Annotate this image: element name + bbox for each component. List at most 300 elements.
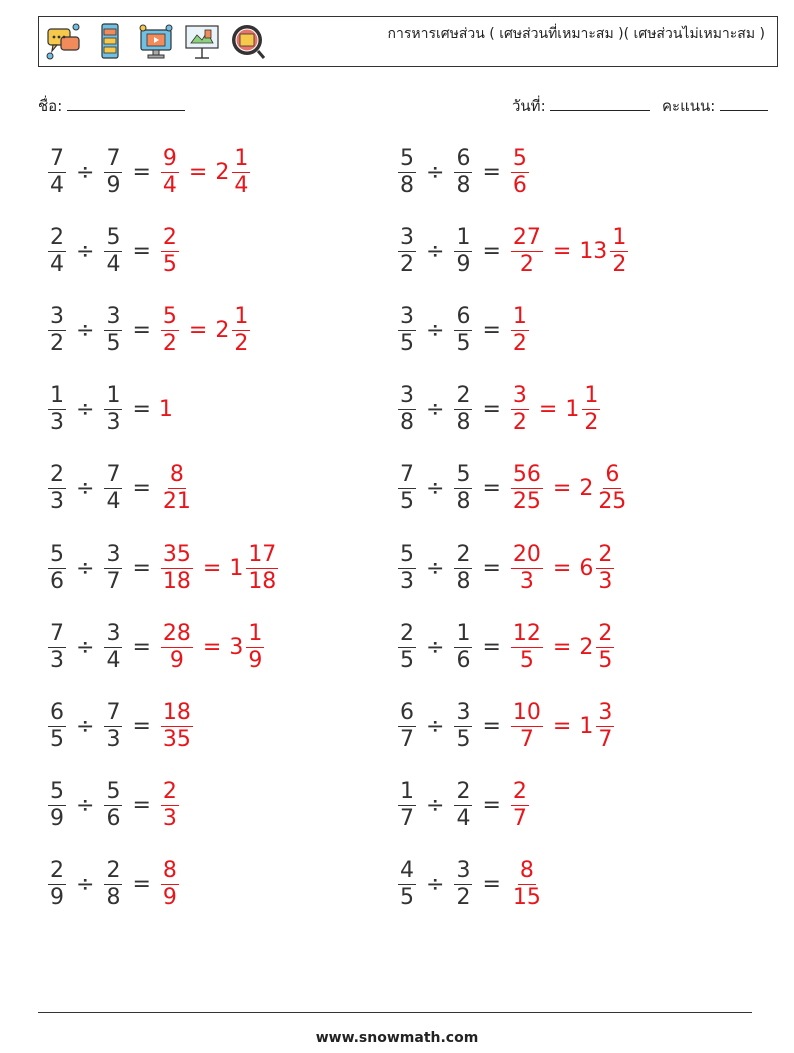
mixed-fraction [232,146,250,199]
problem-item [46,298,252,362]
mixed-fraction-denominator: 18 [248,568,277,594]
dividend-fraction-denominator: 4 [50,251,64,277]
answer [509,383,602,436]
divisor-fraction [104,700,122,753]
equals-sign: = [132,476,151,502]
answer-equals-sign: = [202,555,222,581]
divisor-fraction [454,146,472,199]
answer-fraction-denominator: 35 [162,726,191,752]
dividend-fraction-denominator: 5 [400,885,414,911]
chat-bubbles-icon [45,21,83,61]
divide-sign: ÷ [76,872,95,898]
answer [159,858,181,911]
answer-equals-sign: = [552,713,572,739]
answer-fraction [161,225,179,278]
dividend-fraction-numerator: 1 [50,383,64,409]
mixed-whole-number: 2 [579,634,594,660]
problem-item [46,378,173,442]
answer-fraction [161,621,193,674]
mixed-fraction-numerator: 6 [605,462,620,488]
dividend-fraction-numerator: 5 [400,145,414,171]
answer-fraction-numerator: 1 [512,303,527,329]
divisor-fraction-denominator: 5 [456,330,471,356]
mixed-fraction-numerator: 17 [248,541,277,567]
answer-fraction [511,779,529,832]
dividend-fraction [398,779,416,832]
divide-sign: ÷ [76,793,95,819]
divisor-fraction-denominator: 6 [456,647,471,673]
answer-fraction-numerator: 56 [512,462,541,488]
divisor-fraction-numerator: 2 [106,858,121,884]
dividend-fraction-numerator: 2 [50,462,64,488]
dividend-fraction-denominator: 2 [50,330,64,356]
dividend-fraction [398,700,416,753]
answer-fraction [161,462,193,515]
equals-sign: = [482,476,501,502]
divisor-fraction-numerator: 2 [456,779,471,805]
divisor-fraction-numerator: 2 [456,541,471,567]
answer [159,779,181,832]
answer [509,779,531,832]
divisor-fraction-denominator: 6 [106,806,121,832]
mixed-whole-number: 6 [579,555,594,581]
mixed-fraction [610,225,628,278]
problem-item [396,457,630,521]
worksheet-header [38,16,778,67]
problem-item [46,694,195,758]
answer-equals-sign: = [552,238,572,264]
answer [159,700,195,753]
dividend-fraction-numerator: 2 [400,620,414,646]
dividend-fraction-numerator: 3 [400,224,414,250]
equals-sign: = [482,159,501,185]
answer-fraction-numerator: 2 [162,224,177,250]
divisor-fraction [104,383,122,436]
divisor-fraction-numerator: 6 [456,303,471,329]
problem-item [396,219,630,283]
divide-sign: ÷ [76,555,95,581]
dividend-fraction [48,146,66,199]
dividend-fraction [398,621,416,674]
mixed-fraction-denominator: 9 [248,647,263,673]
equals-sign: = [482,317,501,343]
answer-fraction-numerator: 5 [512,145,527,171]
answer-fraction-denominator: 2 [512,330,527,356]
date-field [512,94,650,118]
dividend-fraction-denominator: 8 [400,410,414,436]
dividend-fraction [48,542,66,595]
mixed-fraction [596,700,614,753]
dividend-fraction [398,858,416,911]
divisor-fraction-numerator: 3 [106,541,121,567]
answer-fraction [511,462,543,515]
mixed-whole-number: 2 [215,159,230,185]
equals-sign: = [482,872,501,898]
answer-fraction-numerator: 20 [512,541,541,567]
divisor-fraction-denominator: 9 [456,251,471,277]
dividend-fraction-numerator: 5 [400,541,414,567]
mixed-fraction [232,304,250,357]
answer-fraction-denominator: 2 [512,410,527,436]
mixed-fraction-denominator: 4 [234,172,249,198]
score-field [662,94,768,118]
answer [159,462,195,515]
divisor-fraction-numerator: 6 [456,145,471,171]
divide-sign: ÷ [426,872,445,898]
divisor-fraction [454,304,472,357]
mixed-fraction-numerator: 1 [584,383,599,409]
mixed-fraction-denominator: 2 [584,410,599,436]
name-field [38,94,185,118]
divisor-fraction [104,621,122,674]
answer [159,621,266,674]
divisor-fraction [104,462,122,515]
answer-fraction-numerator: 2 [512,779,527,805]
dividend-fraction-denominator: 5 [400,647,414,673]
divide-sign: ÷ [76,317,95,343]
answer-fraction-denominator: 2 [519,251,534,277]
divisor-fraction-numerator: 5 [456,462,471,488]
answer-fraction-numerator: 35 [162,541,191,567]
dividend-fraction-denominator: 3 [50,489,64,515]
answer-fraction-numerator: 10 [512,699,541,725]
answer-fraction [161,304,179,357]
divisor-fraction-numerator: 3 [106,620,121,646]
mixed-fraction [596,621,614,674]
problem-item [396,694,616,758]
answer-equals-sign: = [188,317,208,343]
dividend-fraction [48,858,66,911]
divisor-fraction-numerator: 1 [456,224,471,250]
answer-equals-sign: = [538,397,558,423]
divisor-fraction [454,542,472,595]
date-label: วันที่: [512,97,546,115]
divide-sign: ÷ [76,397,95,423]
mixed-fraction [246,542,278,595]
divide-sign: ÷ [76,713,95,739]
problem-item [396,140,531,204]
divisor-fraction [104,542,122,595]
problem-item [46,615,266,679]
dividend-fraction [398,462,416,515]
answer-fraction-numerator: 9 [162,145,177,171]
answer-fraction-denominator: 25 [512,489,541,515]
answer-fraction-numerator: 5 [162,303,177,329]
divide-sign: ÷ [426,555,445,581]
divide-sign: ÷ [76,476,95,502]
divisor-fraction-denominator: 3 [106,410,121,436]
dividend-fraction [48,621,66,674]
problem-item [396,774,531,838]
divide-sign: ÷ [426,317,445,343]
divisor-fraction-numerator: 3 [456,858,471,884]
answer-fraction [161,146,179,199]
divide-sign: ÷ [76,238,95,264]
answer-equals-sign: = [202,634,222,660]
name-label: ชื่อ: [38,97,63,115]
answer [509,700,616,753]
equals-sign: = [132,872,151,898]
footer-divider [38,1012,752,1013]
dividend-fraction-numerator: 3 [400,383,414,409]
mixed-fraction-numerator: 2 [598,541,613,567]
mixed-fraction-numerator: 1 [234,145,249,171]
equals-sign: = [482,793,501,819]
presentation-board-icon [183,21,221,61]
divisor-fraction [454,779,472,832]
mixed-whole-number: 3 [229,634,244,660]
mixed-whole-number: 13 [579,238,608,264]
answer-fraction [511,146,529,199]
dividend-fraction-numerator: 1 [400,779,414,805]
worksheet-title: การหารเศษส่วน ( เศษส่วนที่เหมาะสม )( เศษส่วนไม่เหมาะสม ) [387,26,765,42]
answer-fraction [161,700,193,753]
divide-sign: ÷ [426,793,445,819]
answer-fraction [511,225,543,278]
divisor-fraction [454,858,472,911]
answer-fraction-numerator: 2 [162,779,177,805]
answer [509,462,630,515]
dividend-fraction [398,542,416,595]
divisor-fraction-numerator: 5 [106,224,121,250]
divide-sign: ÷ [426,238,445,264]
dividend-fraction-denominator: 2 [400,251,414,277]
answer-integer: 1 [158,397,173,423]
answer [509,542,616,595]
equals-sign: = [482,555,501,581]
equals-sign: = [132,793,151,819]
equals-sign: = [132,713,151,739]
divide-sign: ÷ [76,159,95,185]
mixed-whole-number: 1 [229,555,244,581]
divisor-fraction [454,700,472,753]
answer [509,146,531,199]
answer [159,397,173,422]
mixed-fraction-denominator: 5 [598,647,613,673]
dividend-fraction-numerator: 6 [400,699,414,725]
divisor-fraction-numerator: 7 [106,699,121,725]
mixed-fraction [246,621,264,674]
equals-sign: = [132,555,151,581]
answer-fraction-denominator: 3 [519,568,534,594]
name-blank-line [67,96,185,111]
dividend-fraction [398,146,416,199]
divisor-fraction [454,621,472,674]
mixed-fraction [596,542,614,595]
mixed-fraction-numerator: 3 [598,699,613,725]
divisor-fraction-denominator: 2 [456,885,471,911]
equals-sign: = [132,159,151,185]
divisor-fraction-numerator: 3 [456,699,471,725]
problem-item [46,536,280,600]
answer-fraction-denominator: 2 [162,330,177,356]
dividend-fraction-numerator: 3 [50,303,64,329]
divisor-fraction-denominator: 7 [106,568,121,594]
equals-sign: = [132,238,151,264]
footer-website: www.snowmath.com [315,1030,479,1046]
monitor-video-icon [137,21,175,61]
mixed-fraction-numerator: 1 [234,303,249,329]
mixed-whole-number: 2 [215,317,230,343]
answer [159,225,181,278]
equals-sign: = [482,713,501,739]
divisor-fraction [454,383,472,436]
divisor-fraction-numerator: 1 [456,620,471,646]
smartphone-icon [91,21,129,61]
answer-fraction-denominator: 7 [512,806,527,832]
divide-sign: ÷ [426,397,445,423]
equals-sign: = [132,317,151,343]
magnifier-badge-icon [229,21,267,61]
divisor-fraction [104,146,122,199]
problem-item [396,378,602,442]
dividend-fraction-numerator: 3 [400,303,414,329]
answer-equals-sign: = [552,634,572,660]
answer-fraction-numerator: 8 [169,462,184,488]
divisor-fraction [454,225,472,278]
problem-item [396,615,616,679]
divide-sign: ÷ [426,713,445,739]
answer-fraction-denominator: 3 [162,806,177,832]
dividend-fraction [48,225,66,278]
mixed-fraction-numerator: 2 [598,620,613,646]
mixed-fraction-denominator: 2 [612,251,627,277]
answer-fraction-denominator: 9 [162,885,177,911]
problem-item [46,774,181,838]
equals-sign: = [482,238,501,264]
problem-item [396,298,531,362]
dividend-fraction-denominator: 5 [400,330,414,356]
answer [159,146,252,199]
dividend-fraction-numerator: 7 [50,620,64,646]
problem-item [46,853,181,917]
answer-fraction-numerator: 18 [162,699,191,725]
answer-fraction-numerator: 3 [512,383,527,409]
problem-item [396,853,545,917]
score-blank-line [720,96,768,111]
answer-fraction [511,858,543,911]
equals-sign: = [132,397,151,423]
mixed-whole-number: 1 [579,713,594,739]
problem-item [46,457,195,521]
answer-fraction-numerator: 27 [512,224,541,250]
mixed-fraction-numerator: 1 [248,620,263,646]
dividend-fraction [48,462,66,515]
score-label: คะแนน: [662,97,716,115]
equals-sign: = [132,634,151,660]
divisor-fraction-numerator: 3 [106,303,121,329]
divide-sign: ÷ [426,634,445,660]
answer-fraction-denominator: 7 [519,726,534,752]
divisor-fraction-denominator: 8 [456,568,471,594]
answer-fraction-numerator: 12 [512,620,541,646]
divisor-fraction [104,304,122,357]
equals-sign: = [482,634,501,660]
equals-sign: = [482,397,501,423]
problem-item [46,219,181,283]
mixed-fraction [582,383,600,436]
mixed-fraction-denominator: 7 [598,726,613,752]
answer-fraction-denominator: 15 [512,885,541,911]
divide-sign: ÷ [76,634,95,660]
answer-fraction [511,700,543,753]
divisor-fraction-numerator: 5 [106,779,121,805]
dividend-fraction-numerator: 2 [50,224,64,250]
answer-equals-sign: = [188,159,208,185]
dividend-fraction [48,383,66,436]
divisor-fraction-numerator: 2 [456,383,471,409]
dividend-fraction-denominator: 5 [50,726,64,752]
answer-fraction-numerator: 8 [519,858,534,884]
divide-sign: ÷ [426,159,445,185]
dividend-fraction-denominator: 8 [400,172,414,198]
divisor-fraction-denominator: 5 [106,330,121,356]
mixed-fraction-denominator: 25 [598,489,627,515]
answer-fraction-numerator: 28 [162,620,191,646]
divisor-fraction [454,462,472,515]
answer-fraction-denominator: 5 [519,647,534,673]
answer [509,304,531,357]
mixed-fraction-denominator: 3 [598,568,613,594]
dividend-fraction-numerator: 4 [400,858,414,884]
answer-fraction [511,304,529,357]
divisor-fraction-denominator: 5 [456,726,471,752]
mixed-fraction-denominator: 2 [234,330,249,356]
dividend-fraction-numerator: 6 [50,699,64,725]
dividend-fraction-denominator: 4 [50,172,64,198]
dividend-fraction [48,304,66,357]
answer-fraction-denominator: 21 [162,489,191,515]
dividend-fraction-denominator: 3 [50,410,64,436]
divisor-fraction-denominator: 4 [456,806,471,832]
answer-fraction-numerator: 8 [162,858,177,884]
dividend-fraction-denominator: 5 [400,489,414,515]
answer-fraction [161,542,193,595]
divisor-fraction-numerator: 7 [106,145,121,171]
dividend-fraction-numerator: 7 [50,145,64,171]
dividend-fraction-numerator: 7 [400,462,414,488]
answer [159,542,280,595]
answer-fraction-denominator: 18 [162,568,191,594]
divisor-fraction-numerator: 1 [106,383,121,409]
dividend-fraction-denominator: 6 [50,568,64,594]
answer-fraction [511,542,543,595]
answer-fraction-denominator: 5 [162,251,177,277]
header-icons [45,21,267,61]
divisor-fraction-denominator: 3 [106,726,121,752]
divisor-fraction-denominator: 4 [106,647,121,673]
answer-fraction-denominator: 6 [512,172,527,198]
divisor-fraction-denominator: 4 [106,489,121,515]
answer-fraction [511,621,543,674]
divisor-fraction-denominator: 8 [456,172,471,198]
divisor-fraction-denominator: 8 [456,489,471,515]
dividend-fraction [48,779,66,832]
divide-sign: ÷ [426,476,445,502]
answer-fraction-denominator: 4 [162,172,177,198]
dividend-fraction-numerator: 2 [50,858,64,884]
answer [509,621,616,674]
answer [509,225,630,278]
mixed-whole-number: 1 [565,397,580,423]
divisor-fraction [104,225,122,278]
mixed-fraction [596,462,628,515]
answer-equals-sign: = [552,555,572,581]
divisor-fraction-denominator: 9 [106,172,121,198]
divisor-fraction [104,858,122,911]
dividend-fraction-denominator: 7 [400,806,414,832]
dividend-fraction-denominator: 9 [50,885,64,911]
